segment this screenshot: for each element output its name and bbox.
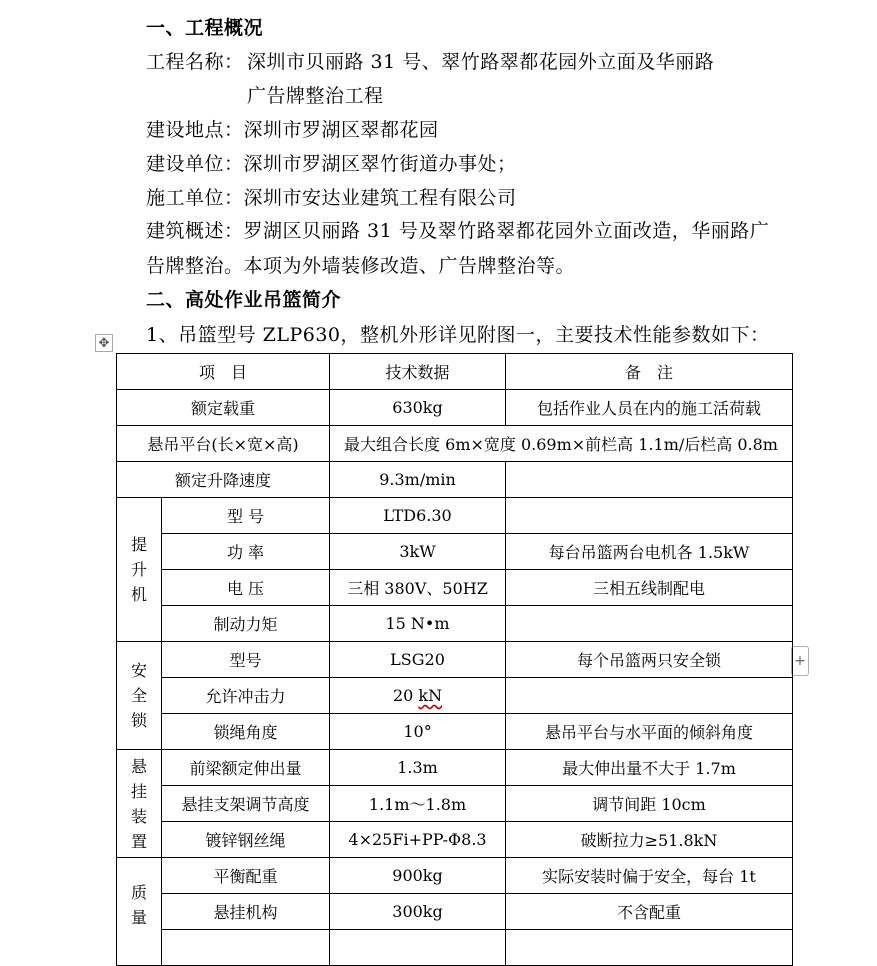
counterweight-value: 900kg (330, 858, 506, 894)
counterweight-note: 实际安装时偏于安全，每台 1t (506, 858, 793, 894)
speed-note (506, 462, 793, 498)
project-name-line1: 深圳市贝丽路 31 号、翠竹路翠都花园外立面及华丽路 (247, 51, 715, 73)
hoist-model-value: LTD6.30 (330, 498, 506, 534)
section2-heading: 二、高处作业吊篮简介 (146, 289, 342, 311)
suspension-mechanism-note: 不含配重 (506, 894, 793, 930)
lock-impact-value (330, 678, 506, 714)
hoist-power-note: 每台吊篮两台电机各 1.5kW (506, 534, 793, 570)
lock-model-label: 型号 (162, 642, 330, 678)
header-remarks: 备 注 (506, 354, 793, 390)
counterweight-label: 平衡配重 (162, 858, 330, 894)
hoist-torque-value: 15 N•m (330, 606, 506, 642)
mass-group-text: 质量 (131, 883, 148, 927)
construction-owner: 建设单位：深圳市罗湖区翠竹街道办事处； (146, 153, 517, 175)
lock-impact-label: 允许冲击力 (162, 678, 330, 714)
hoist-power-label: 功 率 (162, 534, 330, 570)
section1-heading: 一、工程概况 (146, 17, 264, 39)
wire-rope-value: 4×25Fi+PP-Φ8.3 (330, 822, 506, 858)
hoist-group-label (117, 498, 162, 642)
table-header-row (117, 354, 793, 390)
suspension-mechanism-label: 悬挂机构 (162, 894, 330, 930)
project-name-line2: 广告牌整治工程 (247, 85, 384, 107)
table-row (117, 642, 793, 678)
lock-impact-number: 20 (392, 686, 419, 705)
hoist-group-text: 提升机 (131, 535, 148, 604)
beam-extension-label: 前梁额定伸出量 (162, 750, 330, 786)
wire-rope-label: 镀锌钢丝绳 (162, 822, 330, 858)
table-row (117, 570, 793, 606)
table-row (117, 750, 793, 786)
hoist-torque-label: 制动力矩 (162, 606, 330, 642)
hoist-voltage-note: 三相五线制配电 (506, 570, 793, 606)
hoist-voltage-label: 电 压 (162, 570, 330, 606)
gondola-intro: 1、吊篮型号 ZLP630，整机外形详见附图一，主要技术性能参数如下： (146, 324, 770, 346)
lock-impact-note (506, 678, 793, 714)
wire-rope-note: 破断拉力≥51.8kN (506, 822, 793, 858)
platform-value: 最大组合长度 6m×宽度 0.69m×前栏高 1.1m/后栏高 0.8m (330, 426, 793, 462)
table-row (117, 822, 793, 858)
lock-angle-value: 10° (330, 714, 506, 750)
hoist-torque-note (506, 606, 793, 642)
lock-angle-note: 悬吊平台与水平面的倾斜角度 (506, 714, 793, 750)
suspension-mechanism-value: 300kg (330, 894, 506, 930)
table-move-handle-icon[interactable]: ✥ (95, 334, 113, 352)
header-technical-data: 技术数据 (330, 354, 506, 390)
speed-label: 额定升降速度 (117, 462, 330, 498)
hoist-model-label: 型 号 (162, 498, 330, 534)
table-row-cutoff (117, 930, 793, 966)
table-row (117, 390, 793, 426)
suspension-group-text: 悬挂装置 (131, 756, 148, 851)
suspension-group-label (117, 750, 162, 858)
lock-model-value: LSG20 (330, 642, 506, 678)
table-row (117, 426, 793, 462)
beam-extension-value: 1.3m (330, 750, 506, 786)
table-row (117, 894, 793, 930)
speed-value: 9.3m/min (330, 462, 506, 498)
bracket-height-note: 调节间距 10cm (506, 786, 793, 822)
hoist-power-value: 3kW (330, 534, 506, 570)
building-overview-line2: 告牌整治。本项为外墙装修改造、广告牌整治等。 (146, 255, 576, 277)
project-name-label: 工程名称： (146, 51, 244, 73)
bracket-height-value: 1.1m～1.8m (330, 786, 506, 822)
rated-load-value: 630kg (330, 390, 506, 426)
table-row (117, 498, 793, 534)
lock-impact-unit: kN (418, 686, 443, 705)
table-row (117, 714, 793, 750)
construction-contractor: 施工单位：深圳市安达业建筑工程有限公司 (146, 187, 517, 209)
lock-model-note: 每个吊篮两只安全锁 (506, 642, 793, 678)
table-row (117, 462, 793, 498)
building-overview-line1: 建筑概述：罗湖区贝丽路 31 号及翠竹路翠都花园外立面改造，华丽路广 (146, 220, 770, 242)
hoist-voltage-value: 三相 380V、50HZ (330, 570, 506, 606)
beam-extension-note: 最大伸出量不大于 1.7m (506, 750, 793, 786)
gondola-parameter-table (116, 353, 793, 966)
platform-label: 悬吊平台(长×宽×高) (117, 426, 330, 462)
bracket-height-label: 悬挂支架调节高度 (162, 786, 330, 822)
table-row (117, 858, 793, 894)
lock-group-text: 安全锁 (131, 661, 148, 730)
table-row (117, 786, 793, 822)
table-row (117, 678, 793, 714)
header-item: 项 目 (117, 354, 330, 390)
add-column-icon[interactable]: + (791, 646, 809, 676)
table-row (117, 534, 793, 570)
lock-angle-label: 锁绳角度 (162, 714, 330, 750)
table-row (117, 606, 793, 642)
lock-group-label (117, 642, 162, 750)
construction-site: 建设地点：深圳市罗湖区翠都花园 (146, 119, 439, 141)
rated-load-label: 额定载重 (117, 390, 330, 426)
mass-group-label (117, 858, 162, 966)
hoist-model-note (506, 498, 793, 534)
rated-load-note: 包括作业人员在内的施工活荷载 (506, 390, 793, 426)
